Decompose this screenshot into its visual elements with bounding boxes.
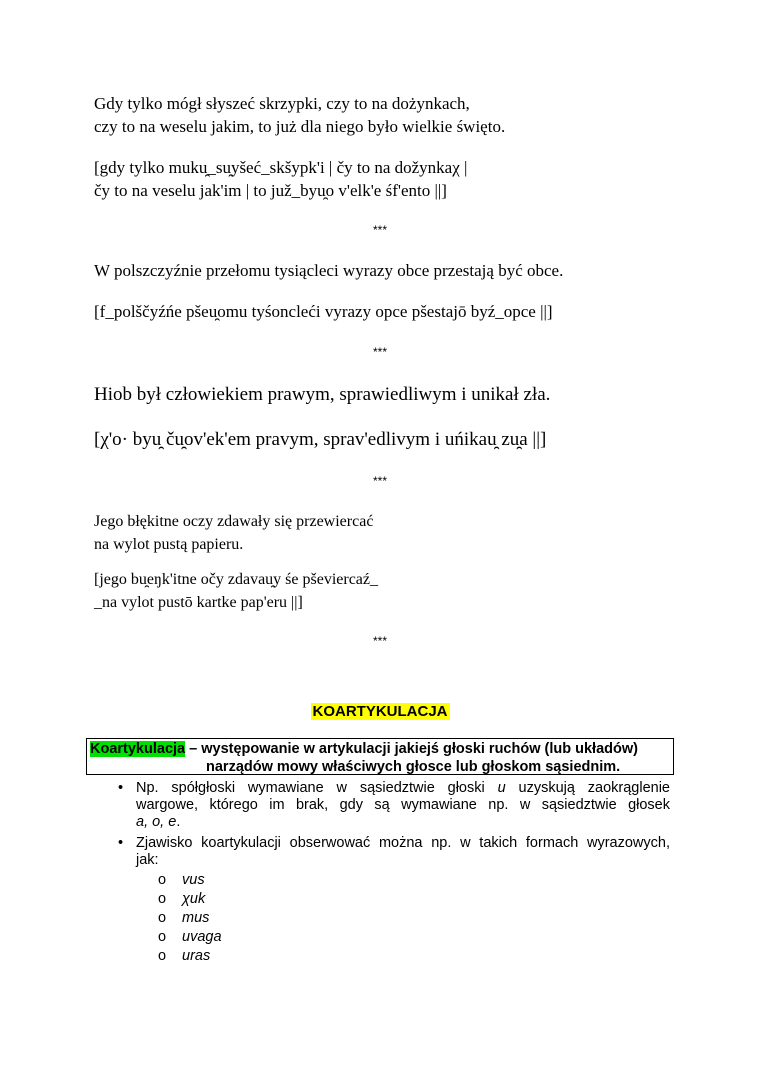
example-sentence-4: [94, 510, 373, 556]
transcription-2: [94, 300, 553, 323]
definition-line-1: [90, 740, 670, 758]
example-word: χuk: [182, 891, 206, 907]
definition-line-2: narządów mowy właściwych głosce lub głoskom sąsiednim.: [206, 759, 621, 775]
text-run: Np. spółgłoski wymawiane w sąsiedztwie głoski: [136, 780, 498, 796]
example-word: uvaga: [182, 929, 222, 945]
bullet-line: Zjawisko koartykulacji obserwować można np. w takich formach wyrazowych,: [136, 835, 670, 851]
example-word: uras: [182, 948, 211, 964]
example-word: vus: [182, 872, 205, 888]
text-line: Jego błękitne oczy zdawały się przewiercać: [94, 513, 374, 530]
text-run: .: [176, 814, 181, 830]
bullet-marker: •: [118, 835, 124, 851]
section-title: KOARTYKULACJA: [312, 703, 448, 720]
example-sentence-2: [94, 259, 563, 282]
transcription-4: [94, 568, 378, 614]
bullet-line: wargowe, którego im brak, gdy są wymawiane np. w sąsiedztwie głosek: [136, 797, 670, 813]
text-line: čy to na veselu jak'im | to juž_byu̯o v'elk'e śf'ento ||]: [94, 181, 447, 200]
bullet-line: jak:: [136, 852, 159, 868]
bullet-item-1: [136, 780, 670, 831]
text-line: na wylot pustą papieru.: [94, 536, 244, 553]
section-heading: [0, 703, 760, 721]
sub-bullet-marker: o: [158, 891, 167, 907]
separator: ***: [372, 634, 387, 648]
text-line: W polszczyźnie przełomu tysiącleci wyrazy obce przestają być obce.: [94, 261, 564, 280]
separator: ***: [372, 345, 387, 359]
example-word: mus: [182, 910, 210, 926]
transcription-1: [94, 156, 467, 202]
definition-text: – występowanie w artykulacji jakiejś głoski ruchów (lub układów): [185, 741, 638, 757]
text-line: [jego bu̯eŋk'itne očy zdavau̯y śe pševiercaź_: [94, 571, 379, 588]
example-sentence-1: [94, 92, 505, 138]
sub-bullet-marker: o: [158, 910, 167, 926]
definition-box: [86, 738, 674, 775]
transcription-3: [94, 427, 546, 452]
text-run-italic: a, o, e: [136, 814, 177, 830]
text-line: _na vylot pustō kartke pap'eru ||]: [94, 594, 303, 611]
text-line: [χ'o· byu̯ ču̯ov'ek'em pravym, sprav'edlivym i uńikau̯ zu̯a ||]: [94, 429, 547, 450]
text-line: [gdy tylko muku̯_su̯yšeć_skšypk'i | čy to na dožynkaχ |: [94, 158, 468, 177]
text-run: uzyskują zaokrąglenie: [505, 780, 670, 796]
definition-term: Koartykulacja: [90, 741, 186, 757]
separator: ***: [372, 223, 387, 237]
text-run-italic: u: [497, 780, 506, 796]
text-line: czy to na weselu jakim, to już dla niego było wielkie święto.: [94, 117, 506, 136]
text-line: Hiob był człowiekiem prawym, sprawiedliwym i unikał zła.: [94, 384, 551, 405]
bullet-line: [136, 780, 670, 797]
sub-bullet-marker: o: [158, 929, 167, 945]
sub-bullet-marker: o: [158, 948, 167, 964]
bullet-item-2: [136, 835, 670, 869]
sub-bullet-marker: o: [158, 872, 167, 888]
bullet-line: [136, 814, 670, 831]
bullet-marker: •: [118, 780, 124, 796]
example-sentence-3: [94, 382, 550, 407]
text-line: [f_polščyźńe pšeu̯omu tyśoncleći vyrazy opce pšestajō byź_opce ||]: [94, 302, 553, 321]
text-line: Gdy tylko mógł słyszeć skrzypki, czy to na dożynkach,: [94, 94, 470, 113]
separator: ***: [372, 474, 387, 488]
